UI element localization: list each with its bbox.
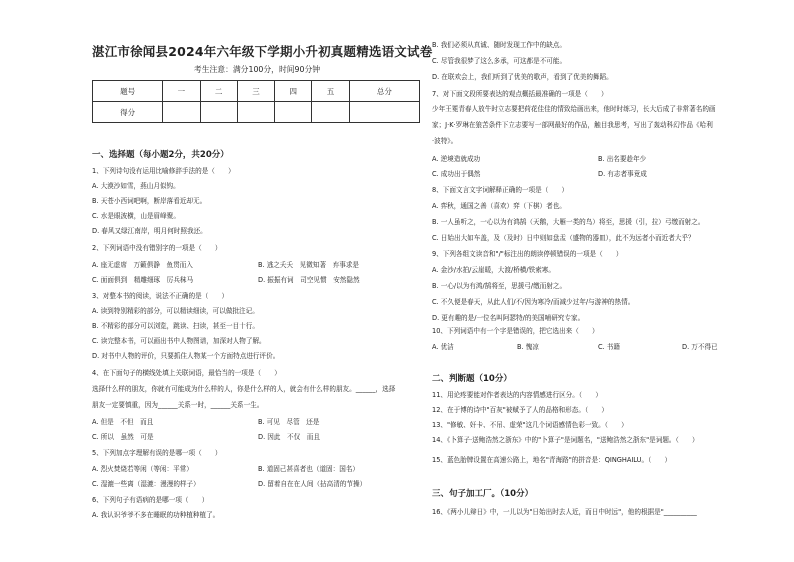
score-cell: 得分 [93,102,163,123]
passage-line: ·波特》。 [432,137,458,145]
option-line: C. 所以 虽然 可是 [92,433,154,441]
option-line: B. 一人虽听之，一心以为有鸿鹄（天鹅，大雁一类的鸟）将至，思援（引，拉）弓缴而射之。 [432,218,705,226]
option-line: B. 道固己甚喜者也（道固：国名） [258,465,360,473]
section-heading: 二、判断题（10分） [432,374,512,384]
question-line: 3、对整本书的阅读，说法不正确的是（ ） [92,292,229,300]
score-cell: 题号 [93,81,163,102]
option-line: A. 我认识爷爷不多在睡眠的功种植种植了。 [92,511,220,519]
option-line: A. 大漠沙如雪，燕山月似钩。 [92,182,180,190]
judge-line: 14、《卜算子·送鲍浩然之浙东》中的"卜算子"是词题名，"送鲍浩然之浙东"是词题。（ ） [432,436,699,444]
option-line: A. 逆境造就成功 [432,155,481,163]
exam-notice: 考生注意：满分100分，时间90分钟 [193,65,321,74]
score-cell: 二 [200,81,237,102]
option-line: D. 对书中人物的评价，只要抓住人物某一个方面特点进行评价。 [92,352,280,360]
judge-line: 15、蓝色胎牌设置在高速公路上，地名"青海路"的拼音是：QINGHAILU。（ ） [432,456,672,464]
option-line: D. 振振有词 司空见惯 安然隐然 [258,276,360,284]
score-table-header-row [93,81,420,102]
score-table-score-row [93,102,420,123]
question-text: 朋友一定要慎重，因为______关系一时，______关系一生。 [92,401,264,409]
score-input-cell[interactable] [312,102,349,123]
score-cell: 三 [237,81,274,102]
option-line: B. 我们必须从真诚、随时发现工作中的缺点。 [432,41,566,49]
section-heading: 三、句子加工厂。（10分） [432,489,534,499]
option-line: D. 在联欢会上，我们听到了优美的歌声，看到了优美的舞蹈。 [432,73,613,81]
score-cell: 一 [163,81,200,102]
option-line: D. 万不得已 [682,343,718,351]
option-line: B. 可见 尽管 还是 [258,418,320,426]
judge-line: 11、用论疼要能对作者表达的内容情感进行区分。（ ） [432,391,602,399]
option-line: C. 书籍 [598,343,620,351]
option-line: A. 烈火焚烧若等闲（等闲：平常） [92,465,193,473]
option-line: C. 湿漉一些离（湿漉：漫漫的样子） [92,480,200,488]
judge-line: 13、"修敏、奸卡、不吊、虚荣"这几个词语感情色彩一致。（ ） [432,421,628,429]
score-table [92,80,420,123]
section-heading: 一、选择题（每小题2分，共20分） [92,150,229,160]
score-cell: 五 [312,81,349,102]
question-line: 5、下列加点字理解有误的是哪一项（ ） [92,449,222,457]
question-line: 9、下列各组文读音和"/"标注出的朗读停顿错误的一项是（ ） [432,250,623,258]
judge-line: 12、在于博的诗中"百灰"被赋予了人的品格和形态。（ ） [432,406,608,414]
question-line: 10、下列词语中有一个字是错误的，把它选出来（ ） [432,327,599,335]
score-input-cell[interactable] [349,102,419,123]
option-line: C. 日始出大如车盖，及（及时）日中则如盘盂（盛物的器皿），此不为远者小而近者大乎？ [432,234,695,242]
option-line: B. 不精彩的部分可以浏览，跳读、扫读，甚至一目十行。 [92,322,259,330]
option-line: C. 面面俱到 精雕细琢 厉兵秣马 [92,276,194,284]
option-line: A. 金沙/水拍/云崖暖，大渡/桥横/铁索寒。 [432,266,555,274]
option-line: A. 但是 不但 而且 [92,418,154,426]
score-cell: 四 [275,81,312,102]
option-line: B. 一心/以为有鸿/鹄将至，思援弓/缴而射之。 [432,282,567,290]
option-line: C. 尽管我很梦了这么多承，可这都是不可能。 [432,57,567,65]
question-line: 16、《两小儿辩日》中，一儿以为"日始出时去人近，而日中时远"，他的根据是"__________ [432,508,697,516]
option-line: C. 读完整本书，可以画出书中人物图谱，加深对人物了解。 [92,337,266,345]
question-text: 选择什么样的朋友，你就有可能成为什么样的人，你是什么样的人，就会有什么样的朋友。______，选择 [92,385,396,393]
passage-line: 少年王冕青春人放牛时立志要把荷花佳佳的情致给画出来，他时时练习，长大后成了非常著名的画 [432,105,716,113]
option-line: C. 水是眼波横，山是眉峰聚。 [92,212,180,220]
option-line: A. 弈秋，通国之善（喜欢）弈（下棋）者也。 [432,202,566,210]
option-line: B. 愧凉 [517,343,539,351]
score-input-cell[interactable] [237,102,274,123]
option-line: A. 座无虚席 万籁俱静 鱼贯而入 [92,261,193,269]
exam-title: 湛江市徐闻县2024年六年级下学期小升初真题精选语文试卷 [92,44,433,59]
question-line: 4、在下面句子的横线处填上关联词语，最恰当的一项是（ ） [92,369,281,377]
question-line: 8、下面文言文字词解释正确的一项是（ ） [432,186,569,194]
score-cell: 总分 [349,81,419,102]
option-line: C. 不久便是春天，从此人们/不/因为寒冷/而减少过年/与游神的热情。 [432,298,635,306]
option-line: D. 有志者事竟成 [598,170,647,178]
option-line: A. 读到特别精彩的部分，可以精读细读，可以做批注记。 [92,307,259,315]
option-line: C. 成功出于偶然 [432,170,481,178]
score-input-cell[interactable] [200,102,237,123]
option-line: D. 因此 不仅 而且 [258,433,321,441]
option-line: B. 出名要趁年少 [598,155,647,163]
option-line: B. 逃之夭夭 见微知著 弃事求是 [258,261,360,269]
question-line: 7、对下面文段所要表达的观点概括最准确的一项是（ ） [432,90,608,98]
passage-line: 家；J·K·罗琳在狼苦条件下立志要写一部网最好的作品，触目我思考，写出了轰动科幻作品《哈利 [432,121,713,129]
option-line: B. 天苍小西词吧啊，断岸落看近却无。 [92,197,207,205]
option-line: D. 春风又绿江南岸，明月何时照我还。 [92,227,207,235]
score-input-cell[interactable] [163,102,200,123]
option-line: D. 更有趣的是/一位名叫阿瑟特/的美国哺研究专家。 [432,314,585,322]
question-line: 1、下列诗句没有运用比喻修辞手法的是（ ） [92,167,235,175]
option-line: D. 留着自在在人间（拈高清的节操） [258,480,367,488]
score-input-cell[interactable] [275,102,312,123]
question-line: 6、下列句子有语病的是哪一项（ ） [92,496,209,504]
option-line: A. 优洁 [432,343,454,351]
question-line: 2、下列词语中没有错别字的一项是（ ） [92,244,222,252]
